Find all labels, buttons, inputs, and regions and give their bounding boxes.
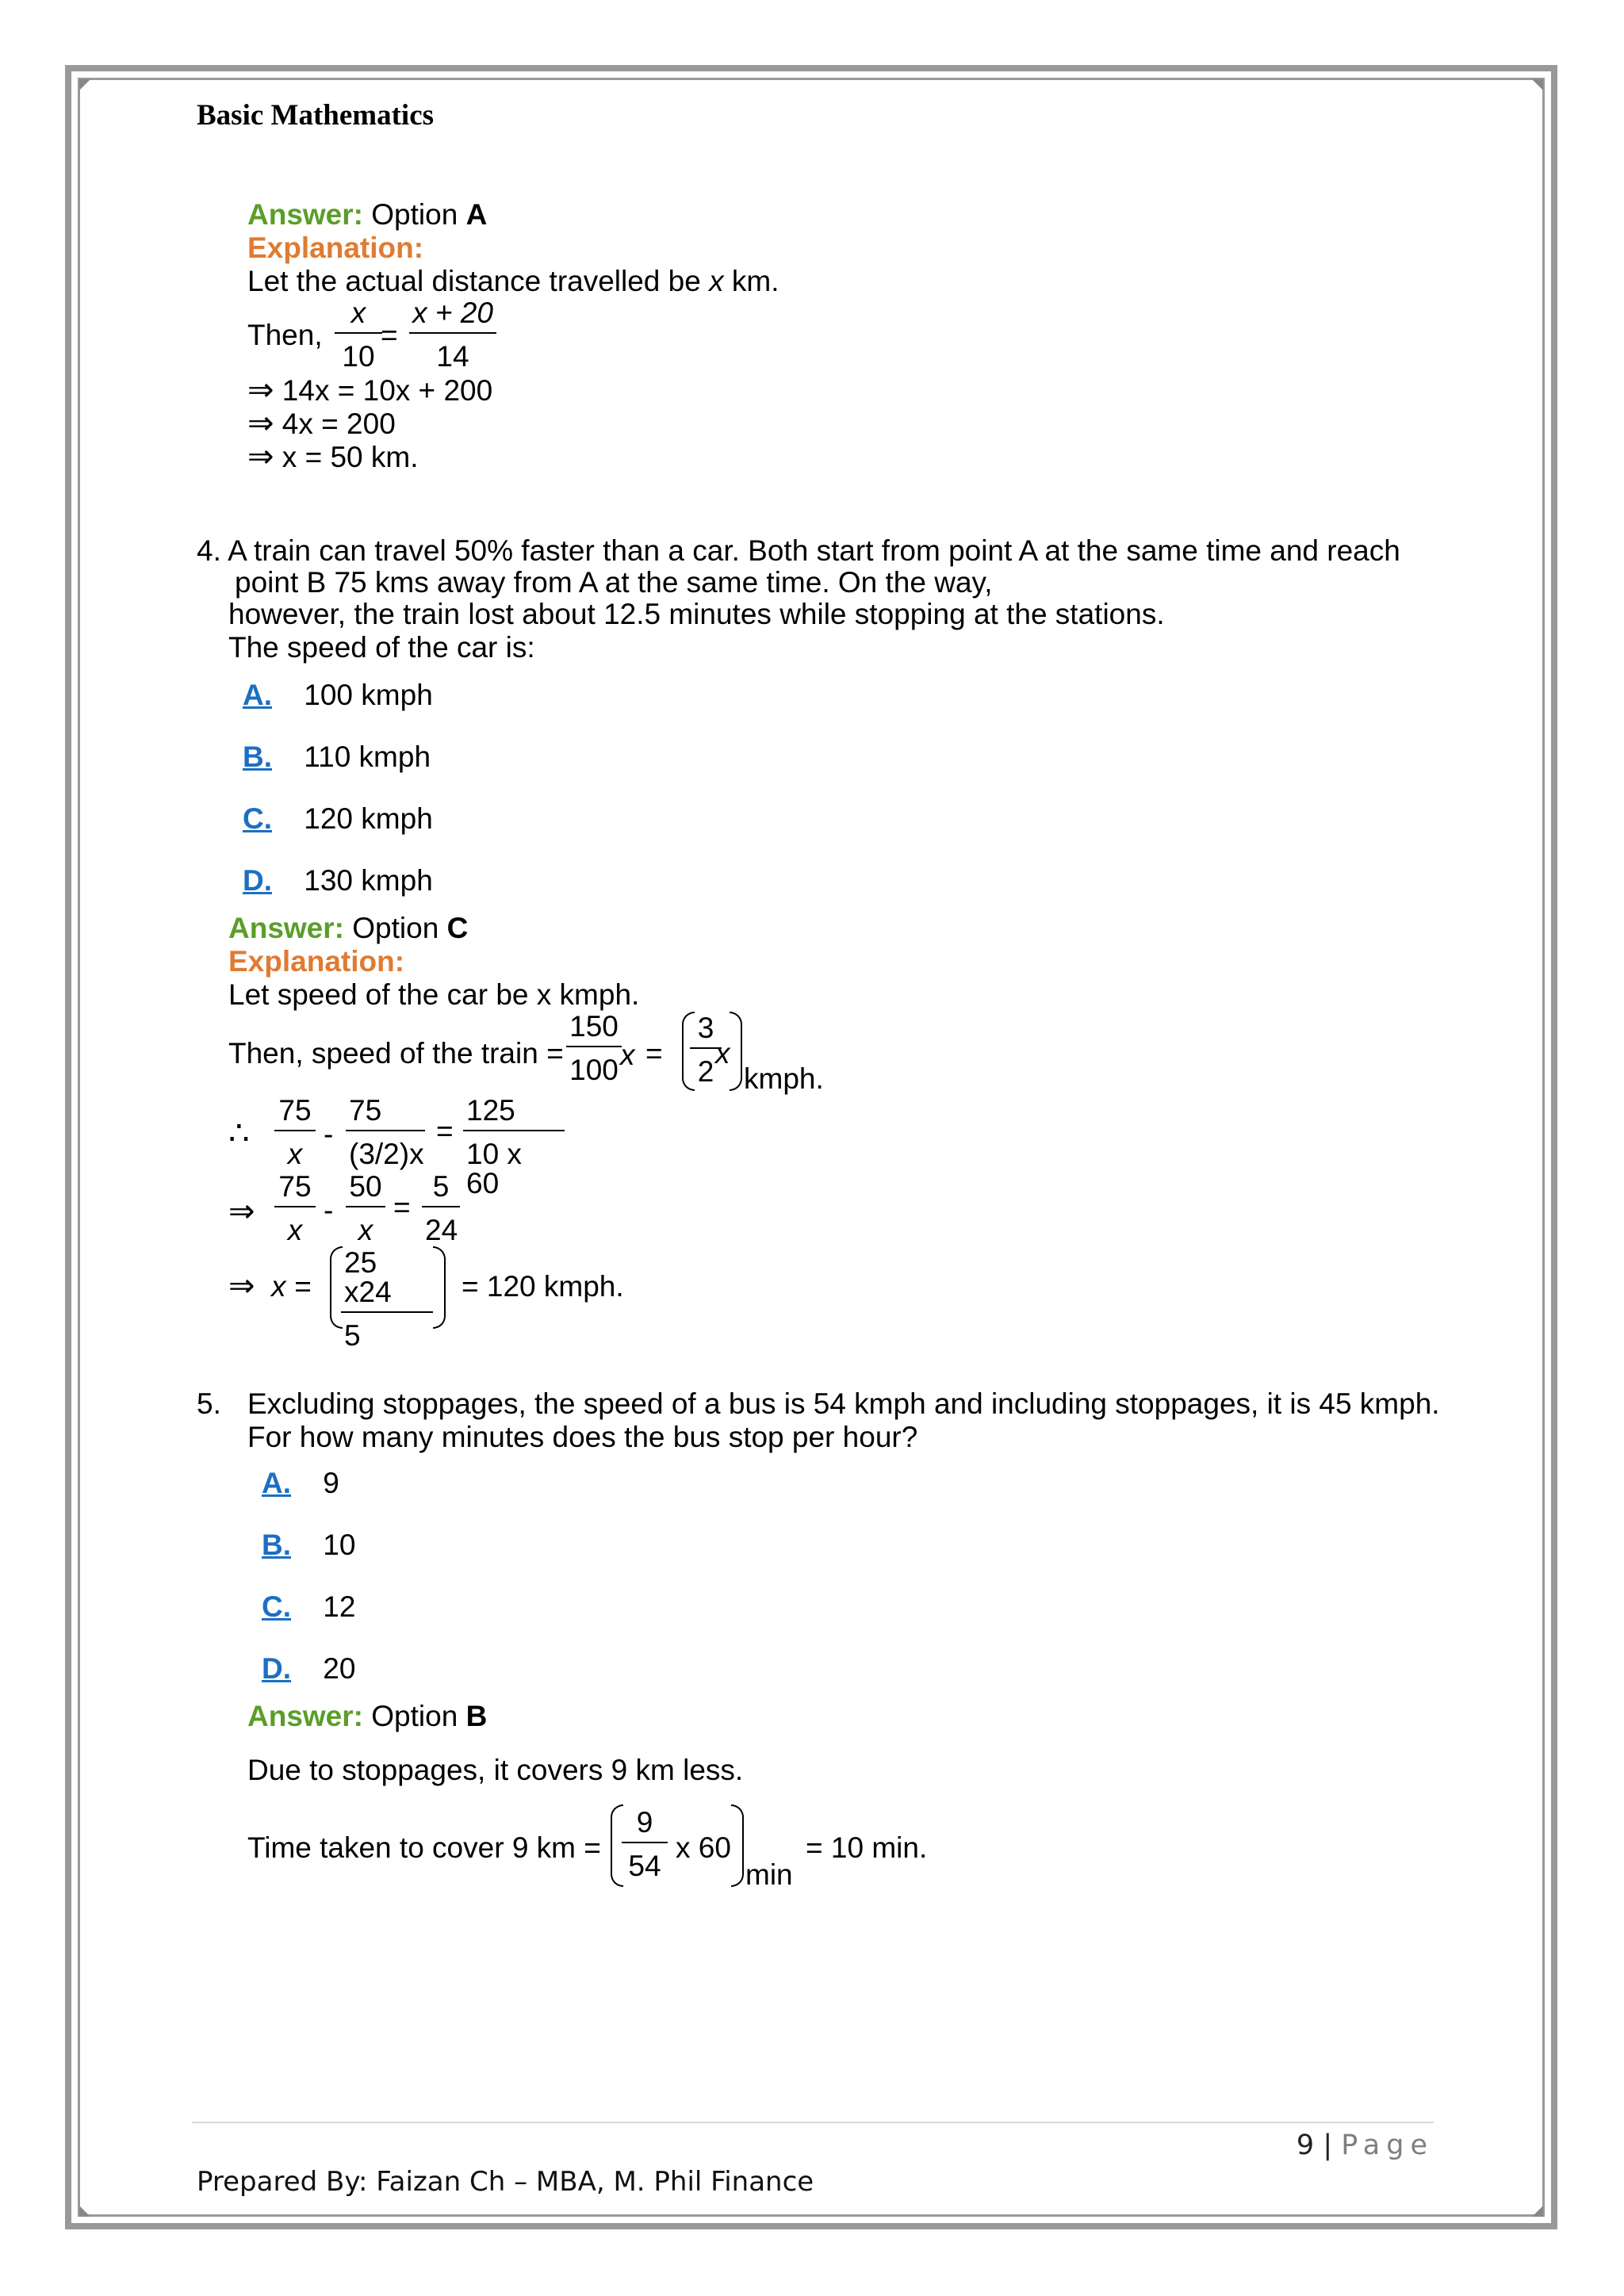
implies-icon: ⇒ xyxy=(228,1269,255,1303)
equals: = xyxy=(381,319,398,351)
fraction xyxy=(463,1096,565,1198)
answer-text: Option xyxy=(371,1700,458,1732)
option-b-link[interactable]: B. xyxy=(243,740,272,773)
q3-answer-line xyxy=(247,200,487,229)
numerator: x + 20 xyxy=(409,298,496,334)
denominator: 2 xyxy=(697,1055,714,1088)
page-word: Page xyxy=(1341,2130,1434,2161)
q5-answer-line xyxy=(247,1701,487,1731)
option-text: 110 kmph xyxy=(304,740,431,773)
question-text: For how many minutes does the bus stop per hour? xyxy=(247,1421,918,1453)
denominator: 24 xyxy=(425,1214,458,1246)
prepared-by: Prepared By: Faizan Ch – MBA, M. Phil Finance xyxy=(197,2166,814,2198)
option-row xyxy=(243,866,433,895)
corner-ornament-icon xyxy=(1532,2206,1543,2217)
option-row xyxy=(243,742,431,771)
fraction xyxy=(341,1248,433,1350)
option-c-link[interactable]: C. xyxy=(243,802,272,835)
fraction xyxy=(346,1096,425,1169)
train-speed-label: Then, speed of the train = xyxy=(228,1037,564,1070)
denominator: x xyxy=(287,1214,303,1246)
explanation-label: Explanation: xyxy=(247,232,424,264)
fraction xyxy=(335,298,382,371)
answer-value: B xyxy=(465,1700,488,1732)
numerator: 25 x24 xyxy=(341,1248,433,1313)
denominator: 100 xyxy=(569,1054,619,1086)
step-line xyxy=(247,408,396,439)
explanation-label: Explanation: xyxy=(228,945,405,978)
question-text: 4. A train can travel 50% faster than a car. Both start from point A at the same time and reach xyxy=(197,534,1400,567)
therefore-icon: ∴ xyxy=(228,1114,250,1151)
result: = 120 kmph. xyxy=(462,1270,624,1303)
implies-icon: ⇒ xyxy=(228,1194,255,1229)
numerator: 5 xyxy=(422,1172,460,1207)
answer-value: A xyxy=(465,198,488,231)
explanation-line: Let speed of the car be x kmph. xyxy=(228,978,640,1011)
numerator: 50 xyxy=(346,1172,385,1207)
corner-ornament-icon xyxy=(1532,79,1543,90)
q3-explanation-line xyxy=(247,266,779,296)
variable-x: x xyxy=(715,1037,730,1070)
option-text: 130 kmph xyxy=(304,864,433,897)
question-number: 5. xyxy=(197,1387,221,1420)
fraction xyxy=(566,1012,622,1085)
option-row xyxy=(243,680,433,710)
unit: min xyxy=(745,1858,793,1891)
document-header: Basic Mathematics xyxy=(197,99,435,132)
variable xyxy=(620,1040,635,1070)
denominator: 54 xyxy=(628,1850,661,1882)
numerator: 150 xyxy=(566,1012,622,1047)
variable xyxy=(715,1039,730,1068)
q4-answer-line xyxy=(228,913,468,943)
numerator: 75 xyxy=(346,1096,425,1131)
option-c-link[interactable]: C. xyxy=(262,1590,291,1623)
variable-x: x xyxy=(620,1039,635,1071)
option-d-link[interactable]: D. xyxy=(243,864,272,897)
equals: = xyxy=(436,1115,454,1147)
unit: kmph. xyxy=(744,1062,824,1095)
step-text: 14x = 10x + 200 xyxy=(282,374,493,407)
page-number xyxy=(1297,2130,1434,2161)
multiplier: x 60 xyxy=(676,1831,731,1864)
footer-divider xyxy=(192,2122,1434,2123)
option-text: 100 kmph xyxy=(304,679,433,711)
explanation-line: Due to stoppages, it covers 9 km less. xyxy=(247,1754,744,1786)
variable: x xyxy=(709,265,724,297)
text: km. xyxy=(731,265,779,297)
numerator: x xyxy=(335,298,382,334)
step-text: 4x = 200 xyxy=(282,408,396,440)
right-paren-icon xyxy=(730,1012,742,1091)
result: = 10 min. xyxy=(806,1831,928,1864)
denominator: 10 xyxy=(342,340,375,373)
numerator: 3 xyxy=(690,1013,722,1049)
corner-ornament-icon xyxy=(79,2206,90,2217)
right-paren-icon xyxy=(433,1246,446,1329)
option-text: 12 xyxy=(323,1590,356,1623)
answer-text: Option xyxy=(352,912,439,944)
x-equals: x = xyxy=(271,1270,312,1303)
implies-icon: ⇒ xyxy=(247,406,274,441)
denominator: 10 x 60 xyxy=(466,1138,522,1200)
numerator: 75 xyxy=(274,1096,316,1131)
implies-icon: ⇒ xyxy=(247,439,274,474)
time-label: Time taken to cover 9 km = xyxy=(247,1831,601,1864)
answer-value: C xyxy=(446,912,469,944)
option-row xyxy=(262,1468,339,1498)
right-paren-icon xyxy=(731,1804,744,1887)
question-text: point B 75 kms away from A at the same time. On the way, xyxy=(235,566,993,599)
fraction xyxy=(622,1808,668,1881)
implies-icon: ⇒ xyxy=(247,373,274,408)
option-d-link[interactable]: D. xyxy=(262,1652,291,1685)
option-row xyxy=(243,804,433,833)
fraction xyxy=(409,298,496,371)
denominator: (3/2)x xyxy=(349,1138,424,1170)
numerator: 9 xyxy=(622,1808,668,1843)
equals: = xyxy=(645,1037,663,1070)
option-row xyxy=(262,1530,355,1559)
answer-text: Option xyxy=(371,198,458,231)
option-text: 20 xyxy=(323,1652,356,1685)
question-text: The speed of the car is: xyxy=(228,631,535,664)
fraction xyxy=(346,1172,385,1245)
step-line xyxy=(247,441,419,473)
option-b-link[interactable]: B. xyxy=(262,1529,291,1561)
option-text: 120 kmph xyxy=(304,802,433,835)
minus: - xyxy=(324,1194,334,1226)
page-number-value: 9 xyxy=(1296,2130,1315,2161)
fraction xyxy=(422,1172,460,1245)
answer-label: Answer: xyxy=(247,198,363,231)
option-text: 10 xyxy=(323,1529,356,1561)
denominator: x xyxy=(287,1138,303,1170)
equals: = xyxy=(393,1191,411,1223)
denominator: 5 xyxy=(344,1319,361,1352)
question-text: Excluding stoppages, the speed of a bus is 54 kmph and including stoppages, it is 45 kmph. xyxy=(247,1387,1440,1420)
denominator: x xyxy=(358,1214,373,1246)
option-a-link[interactable]: A. xyxy=(243,679,272,711)
option-text: 9 xyxy=(323,1467,339,1499)
fraction xyxy=(274,1172,316,1245)
option-row xyxy=(262,1592,355,1621)
separator: | xyxy=(1323,2130,1333,2161)
answer-label: Answer: xyxy=(247,1700,363,1732)
fraction xyxy=(274,1096,316,1169)
step-line xyxy=(247,374,492,406)
question-text: however, the train lost about 12.5 minutes while stopping at the stations. xyxy=(228,598,1165,630)
numerator: 75 xyxy=(274,1172,316,1207)
minus: - xyxy=(324,1118,334,1150)
numerator: 125 xyxy=(463,1096,565,1131)
corner-ornament-icon xyxy=(79,79,90,90)
step-text: x = 50 km. xyxy=(282,441,419,473)
denominator: 14 xyxy=(436,340,469,373)
option-a-link[interactable]: A. xyxy=(262,1467,291,1499)
answer-label: Answer: xyxy=(228,912,344,944)
option-row xyxy=(262,1654,355,1683)
then-label: Then, xyxy=(247,319,323,351)
text: Let the actual distance travelled be xyxy=(247,265,701,297)
